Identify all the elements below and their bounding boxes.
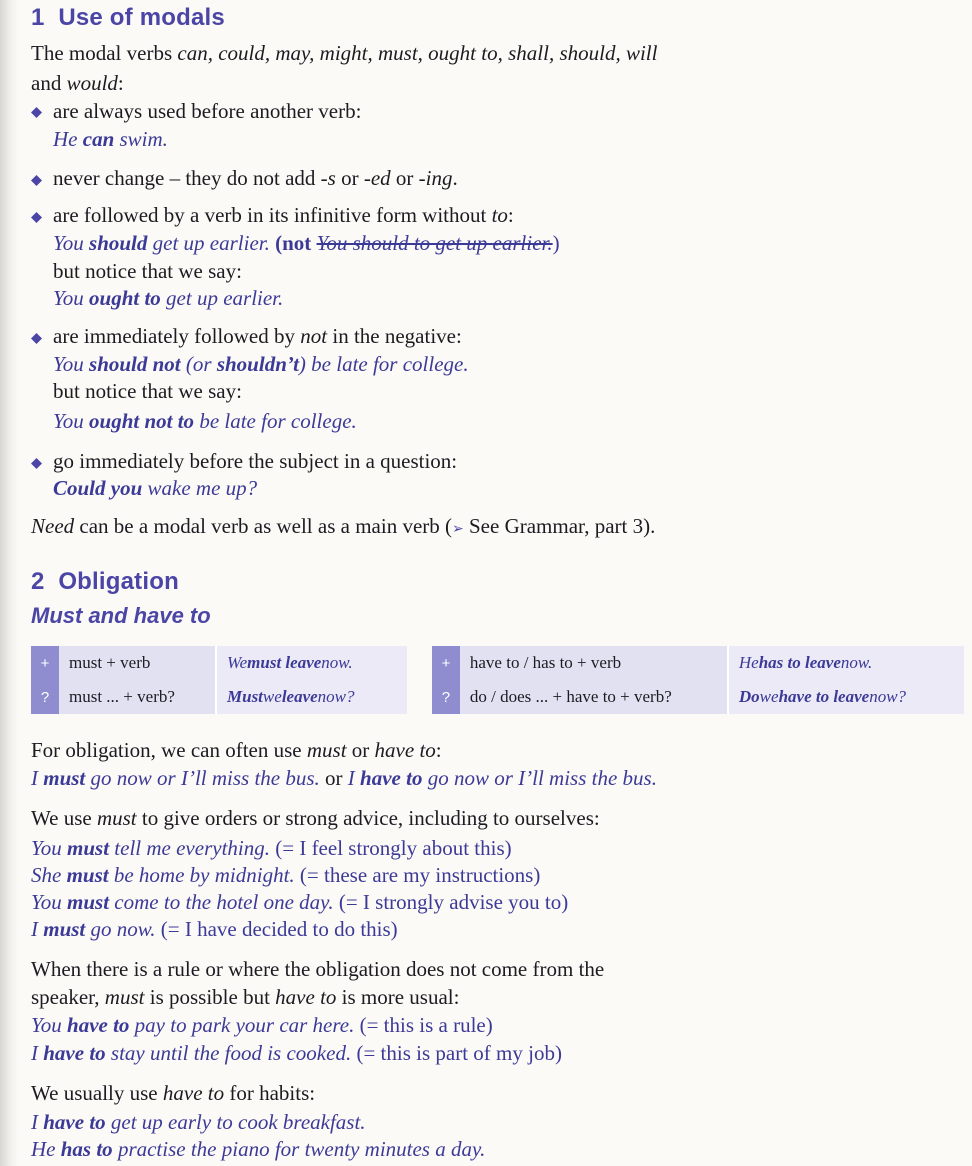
ex-part: get up earlier. <box>147 231 270 255</box>
ex-part: ) be late for college. <box>298 352 469 376</box>
intro-colon: : <box>117 71 124 95</box>
bullet-3-text <box>53 202 514 228</box>
text-part: We usually use <box>31 1081 163 1105</box>
bullet-4-text <box>53 323 462 349</box>
ex-part: now? <box>317 687 355 706</box>
ex-part: get up early to cook breakfast. <box>105 1110 366 1134</box>
ex-part: wake me up? <box>142 476 258 500</box>
paren: ) <box>552 231 560 255</box>
not-label: not <box>282 231 312 255</box>
ex-modal: have to <box>43 1110 106 1134</box>
ex-part: pay to park your car here. <box>129 1013 355 1037</box>
gloss: (= this is part of my job) <box>351 1041 562 1065</box>
symbol-column <box>432 646 460 714</box>
ex-part: get up earlier. <box>160 286 284 310</box>
must-example-4 <box>31 916 398 942</box>
text-part: or <box>335 166 364 190</box>
gloss: (= I have decided to do this) <box>155 917 398 941</box>
obligation-para-3-line-2 <box>31 984 459 1010</box>
ex-part: we <box>759 687 779 706</box>
ex-part: He <box>31 1137 61 1161</box>
bullet-4-notice: but notice that we say: <box>53 379 242 403</box>
ex-modal: have to <box>43 1041 106 1065</box>
ex-part: You <box>31 836 68 860</box>
have-to-form-table <box>432 646 964 714</box>
example-cell <box>729 646 964 680</box>
ex-part: You <box>31 890 68 914</box>
example-cell <box>217 646 407 680</box>
text-part: We use <box>31 806 97 830</box>
example-column <box>215 646 407 714</box>
ex-part: You <box>53 286 90 310</box>
must-form-table <box>31 646 407 714</box>
ex-part: You <box>53 352 90 376</box>
ex-modal: have to <box>67 1013 130 1037</box>
gloss: (= these are my instructions) <box>294 863 541 887</box>
ex-part: I <box>347 766 361 790</box>
text-part: . <box>452 166 458 190</box>
word-must: must <box>104 985 145 1009</box>
ex-part: come to the hotel one day. <box>109 890 334 914</box>
intro-line-2 <box>31 70 124 96</box>
ex-modal: ought to <box>89 286 161 310</box>
ex-part: You <box>31 1013 68 1037</box>
ex-modal: has to leave <box>758 653 841 672</box>
ex-part: go now. <box>85 917 156 941</box>
bullet-5-text: go immediately before the subject in a question: <box>53 449 458 473</box>
text-part: never change – they do not add <box>53 166 321 190</box>
text-part: : <box>435 738 442 762</box>
ex-part: we <box>262 687 282 706</box>
diamond-bullet-icon <box>31 333 42 344</box>
ex-modal: ought not to <box>89 409 195 433</box>
suffix-s: -s <box>320 166 336 190</box>
symbol-column <box>31 646 59 714</box>
example-cell <box>729 680 964 714</box>
bullet-4-example <box>53 351 469 377</box>
ex-part: tell me everything. <box>109 836 270 860</box>
cross-reference-arrow-icon: ➢ <box>452 521 464 537</box>
ex-modal: should not <box>89 352 181 376</box>
text-part: is possible but <box>144 985 276 1009</box>
example-column <box>727 646 964 714</box>
obligation-para-3-line-1: When there is a rule or where the obligation does not come from the <box>31 957 605 981</box>
form-column <box>460 646 727 714</box>
question-symbol: ? <box>40 688 50 706</box>
must-example-3 <box>31 889 568 915</box>
gloss: (= I feel strongly about this) <box>269 836 512 860</box>
text-part: are followed by a verb in its infinitive form without <box>53 203 492 227</box>
ex-part: He <box>738 653 759 672</box>
incorrect-example: You should to get up earlier. <box>316 231 553 255</box>
text-part: or <box>346 738 375 762</box>
bullet-2-text <box>53 165 458 191</box>
bullet-1-example <box>53 126 168 152</box>
text-part: See Grammar, part 3). <box>463 514 656 538</box>
word-must: must <box>96 806 137 830</box>
text-part: in the negative: <box>327 324 462 348</box>
word-have-to: have to <box>374 738 436 762</box>
text-part: to give orders or strong advice, including to ourselves: <box>136 806 600 830</box>
diamond-bullet-icon <box>31 175 42 186</box>
ex-modal: should <box>89 231 148 255</box>
habit-example-1 <box>31 1109 366 1135</box>
text-part: can be a modal verb as well as a main verb ( <box>74 514 453 538</box>
ex-modal: must <box>66 863 109 887</box>
ex-modal: Do <box>738 687 760 706</box>
form-cell: must + verb <box>69 653 151 672</box>
ex-part: I <box>31 917 44 941</box>
example-cell <box>217 680 407 714</box>
ex-modal: must <box>43 917 86 941</box>
ex-modal: has to <box>60 1137 113 1161</box>
intro-and: and <box>31 71 67 95</box>
text-part: : <box>507 203 514 227</box>
ex-part: now? <box>869 687 907 706</box>
ex-modal: have to <box>360 766 423 790</box>
obligation-para-4 <box>31 1080 315 1106</box>
bullet-3-example-2 <box>53 285 283 311</box>
ex-part: I <box>31 766 44 790</box>
suffix-ed: -ed <box>363 166 391 190</box>
obligation-para-2 <box>31 805 600 831</box>
ex-part: be late for college. <box>194 409 357 433</box>
section-1-heading <box>31 4 225 32</box>
gloss: (= I strongly advise you to) <box>333 890 569 914</box>
section-2-subtitle: Must and have to <box>31 603 211 628</box>
intro-would: would <box>66 71 118 95</box>
diamond-bullet-icon <box>31 107 42 118</box>
ex-part: swim. <box>114 127 168 151</box>
text-part: are immediately followed by <box>53 324 301 348</box>
question-symbol: ? <box>441 688 451 706</box>
ex-modal: must <box>67 836 110 860</box>
ex-part: You <box>53 409 90 433</box>
ex-modal: leave <box>281 687 318 706</box>
diamond-bullet-icon <box>31 212 42 223</box>
bullet-4-example-2 <box>53 408 357 434</box>
text-part: or <box>390 166 419 190</box>
bullet-3-example <box>53 230 560 256</box>
ex-part: go now or I’ll miss the bus. <box>85 766 320 790</box>
ex-part: You <box>53 231 90 255</box>
must-example-2 <box>31 862 540 888</box>
ex-part: She <box>31 863 67 887</box>
ex-part: I <box>31 1041 44 1065</box>
text-part: is more usual: <box>336 985 460 1009</box>
text-part: speaker, <box>31 985 105 1009</box>
ex-part: now. <box>321 653 353 672</box>
section-2-title: Obligation <box>58 568 179 595</box>
ex-part: be home by midnight. <box>108 863 295 887</box>
habit-example-2 <box>31 1136 485 1162</box>
section-2-heading <box>31 568 179 596</box>
diamond-bullet-icon <box>31 458 42 469</box>
word-not: not <box>300 324 328 348</box>
ex-modal: Must <box>227 687 263 706</box>
must-example-1 <box>31 835 512 861</box>
section-1-title: Use of modals <box>58 4 225 31</box>
have-to-example-1 <box>31 1012 493 1038</box>
text-part: For obligation, we can often use <box>31 738 307 762</box>
have-to-example-2 <box>31 1040 562 1066</box>
form-cell: do / does ... + have to + verb? <box>469 687 672 706</box>
bullet-1-text: are always used before another verb: <box>53 99 362 123</box>
text-part: or <box>319 766 348 790</box>
ex-modal: shouldn’t <box>216 352 299 376</box>
form-cell: have to / has to + verb <box>469 653 622 672</box>
paren: ( <box>269 231 283 255</box>
ex-part: stay until the food is cooked. <box>105 1041 352 1065</box>
suffix-ing: -ing <box>418 166 453 190</box>
positive-symbol: + <box>441 654 451 672</box>
form-cell: must ... + verb? <box>69 687 175 706</box>
ex-modal: must leave <box>247 653 322 672</box>
section-2-number: 2 <box>31 568 45 595</box>
ex-modal: must <box>67 890 110 914</box>
bullet-5-example <box>53 475 257 501</box>
word-must: must <box>306 738 347 762</box>
modal-verb-list: can, could, may, might, must, ought to, shall, should, will <box>177 41 658 65</box>
intro-line-1 <box>31 40 657 66</box>
word-need: Need <box>31 514 75 538</box>
ex-modal: Could you <box>53 476 143 500</box>
ex-part: go now or I’ll miss the bus. <box>422 766 657 790</box>
obligation-para-1-example <box>31 765 657 791</box>
section-1-number: 1 <box>31 4 45 31</box>
need-note <box>31 513 655 542</box>
ex-part: I <box>31 1110 44 1134</box>
ex-modal: must <box>43 766 86 790</box>
ex-part: We <box>227 653 248 672</box>
ex-modal: have to leave <box>778 687 870 706</box>
ex-part: (or <box>180 352 217 376</box>
word-have-to: have to <box>275 985 337 1009</box>
text-part: for habits: <box>224 1081 316 1105</box>
bullet-3-notice: but notice that we say: <box>53 259 242 283</box>
word-to: to <box>491 203 508 227</box>
ex-part: practise the piano for twenty minutes a day. <box>112 1137 486 1161</box>
positive-symbol: + <box>40 654 50 672</box>
ex-modal: can <box>82 127 115 151</box>
intro-text: The modal verbs <box>31 41 178 65</box>
obligation-para-1 <box>31 737 442 763</box>
ex-part: He <box>53 127 83 151</box>
word-have-to: have to <box>162 1081 225 1105</box>
form-column <box>59 646 215 714</box>
gloss: (= this is a rule) <box>354 1013 493 1037</box>
ex-part: now. <box>840 653 873 672</box>
